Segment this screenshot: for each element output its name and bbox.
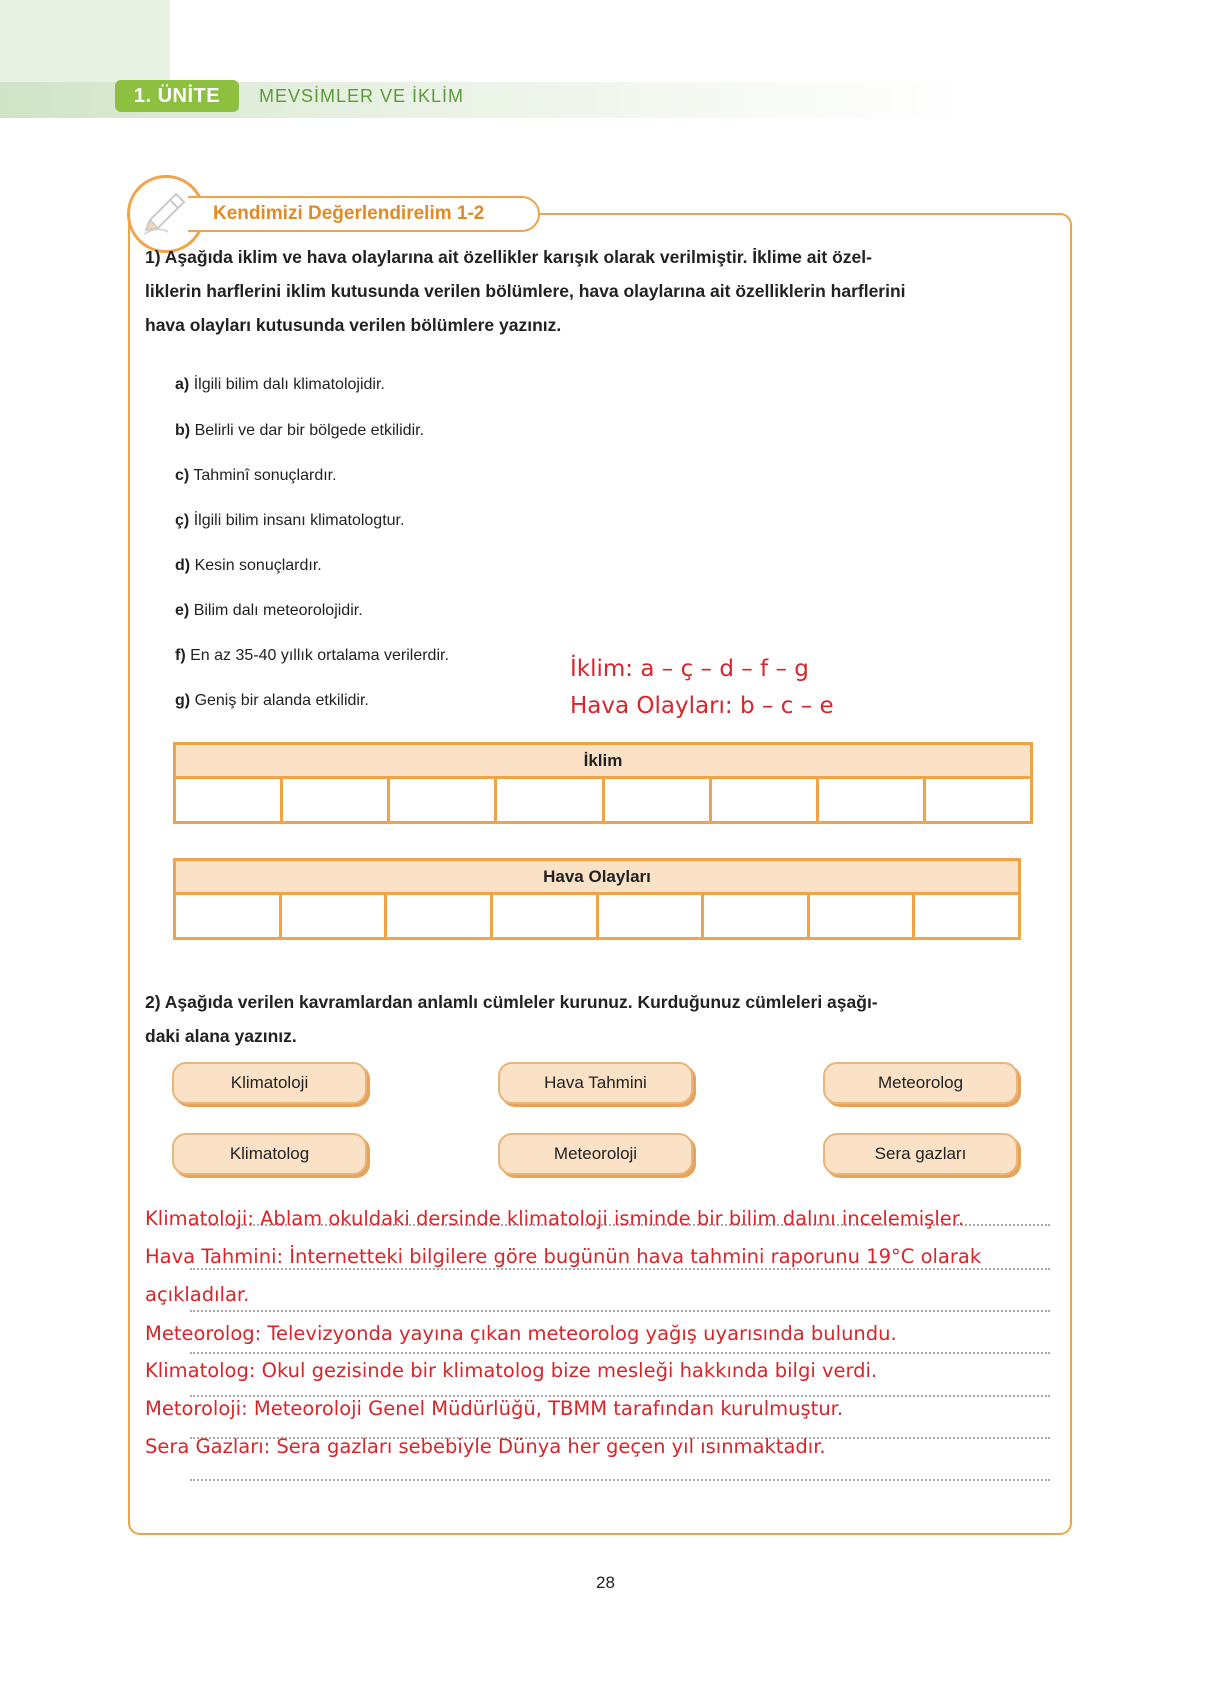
answer-iklim: İklim: a – ç – d – f – g (570, 656, 809, 682)
list-item: c) Tahminî sonuçlardır. (175, 467, 337, 484)
table-cell[interactable] (712, 779, 819, 821)
answer-sentence-hava-tahmini: Hava Tahmini: İnternetteki bilgilere göre bugünün hava tahmini raporunu 19°C olarak (145, 1245, 982, 1268)
table-cell[interactable] (704, 895, 810, 937)
table-cell[interactable] (926, 779, 1030, 821)
page-number: 28 (596, 1573, 615, 1592)
answer-sentence-sera-gazlari: Sera Gazları: Sera gazları sebebiyle Dünya her geçen yıl ısınmaktadır. (145, 1435, 826, 1458)
table-cell[interactable] (176, 895, 282, 937)
table-cell[interactable] (283, 779, 390, 821)
answer-sentence-klimatolog: Klimatolog: Okul gezisinde bir klimatolog bize mesleği hakkında bilgi verdi. (145, 1359, 878, 1382)
table-cell[interactable] (390, 779, 497, 821)
writing-line (190, 1479, 1050, 1481)
unit-badge: 1. ÜNİTE (115, 80, 239, 112)
concept-klimatolog: Klimatolog (172, 1133, 367, 1175)
table-cell[interactable] (387, 895, 493, 937)
writing-line (190, 1352, 1050, 1354)
list-item: e) Bilim dalı meteorolojidir. (175, 602, 363, 619)
table-cell[interactable] (819, 779, 926, 821)
table-cell[interactable] (915, 895, 1018, 937)
table-cell[interactable] (282, 895, 388, 937)
answer-sentence-meteoroloji: Metoroloji: Meteoroloji Genel Müdürlüğü, TBMM tarafından kurulmuştur. (145, 1397, 844, 1420)
answer-sentence-hava-tahmini-cont: açıkladılar. (145, 1283, 250, 1306)
writing-line (190, 1310, 1050, 1312)
answer-sentence-meteorolog: Meteorolog: Televizyonda yayına çıkan meteorolog yağış uyarısında bulundu. (145, 1322, 897, 1345)
table-row (176, 895, 1018, 937)
question2-line1: 2) Aşağıda verilen kavramlardan anlamlı cümleler kurunuz. Kurduğunuz cümleleri aşağı- (145, 992, 878, 1012)
list-item: f) En az 35-40 yıllık ortalama verilerdir. (175, 647, 449, 664)
list-item: a) İlgili bilim dalı klimatolojidir. (175, 376, 385, 393)
writing-line (190, 1268, 1050, 1270)
answer-hava-olaylari: Hava Olayları: b – c – e (570, 693, 834, 719)
table-cell[interactable] (176, 779, 283, 821)
concept-hava-tahmini: Hava Tahmini (498, 1062, 693, 1104)
table-row (176, 779, 1030, 821)
question2-line2: daki alana yazınız. (145, 1026, 297, 1046)
table-cell[interactable] (810, 895, 916, 937)
table-iklim (173, 742, 1033, 824)
table-hava-header: Hava Olayları (176, 861, 1018, 895)
list-item: d) Kesin sonuçlardır. (175, 557, 322, 574)
concept-meteorolog: Meteorolog (823, 1062, 1018, 1104)
table-cell[interactable] (497, 779, 604, 821)
concept-klimatoloji: Klimatoloji (172, 1062, 367, 1104)
question1-line3: hava olayları kutusunda verilen bölümlere yazınız. (145, 315, 562, 335)
concept-meteoroloji: Meteoroloji (498, 1133, 693, 1175)
table-iklim-header: İklim (176, 745, 1030, 779)
unit-title: MEVSİMLER VE İKLİM (259, 86, 465, 106)
question1-line2: liklerin harflerini iklim kutusunda verilen bölümlere, hava olaylarına ait özelliklerin harflerini (145, 281, 906, 301)
table-cell[interactable] (599, 895, 705, 937)
answer-sentence-klimatoloji: Klimatoloji: Ablam okuldaki dersinde klimatoloji isminde bir bilim dalını incelemişler. (145, 1207, 965, 1230)
concept-sera-gazlari: Sera gazları (823, 1133, 1018, 1175)
table-hava-olaylari (173, 858, 1021, 940)
list-item: ç) İlgili bilim insanı klimatologtur. (175, 512, 405, 529)
list-item: b) Belirli ve dar bir bölgede etkilidir. (175, 422, 425, 439)
table-cell[interactable] (605, 779, 712, 821)
list-item: g) Geniş bir alanda etkilidir. (175, 692, 369, 709)
section-title: Kendimizi Değerlendirelim 1-2 (188, 196, 540, 232)
table-cell[interactable] (493, 895, 599, 937)
question1-line1: 1) Aşağıda iklim ve hava olaylarına ait özellikler karışık olarak verilmiştir. İklime ait özel- (145, 247, 872, 267)
